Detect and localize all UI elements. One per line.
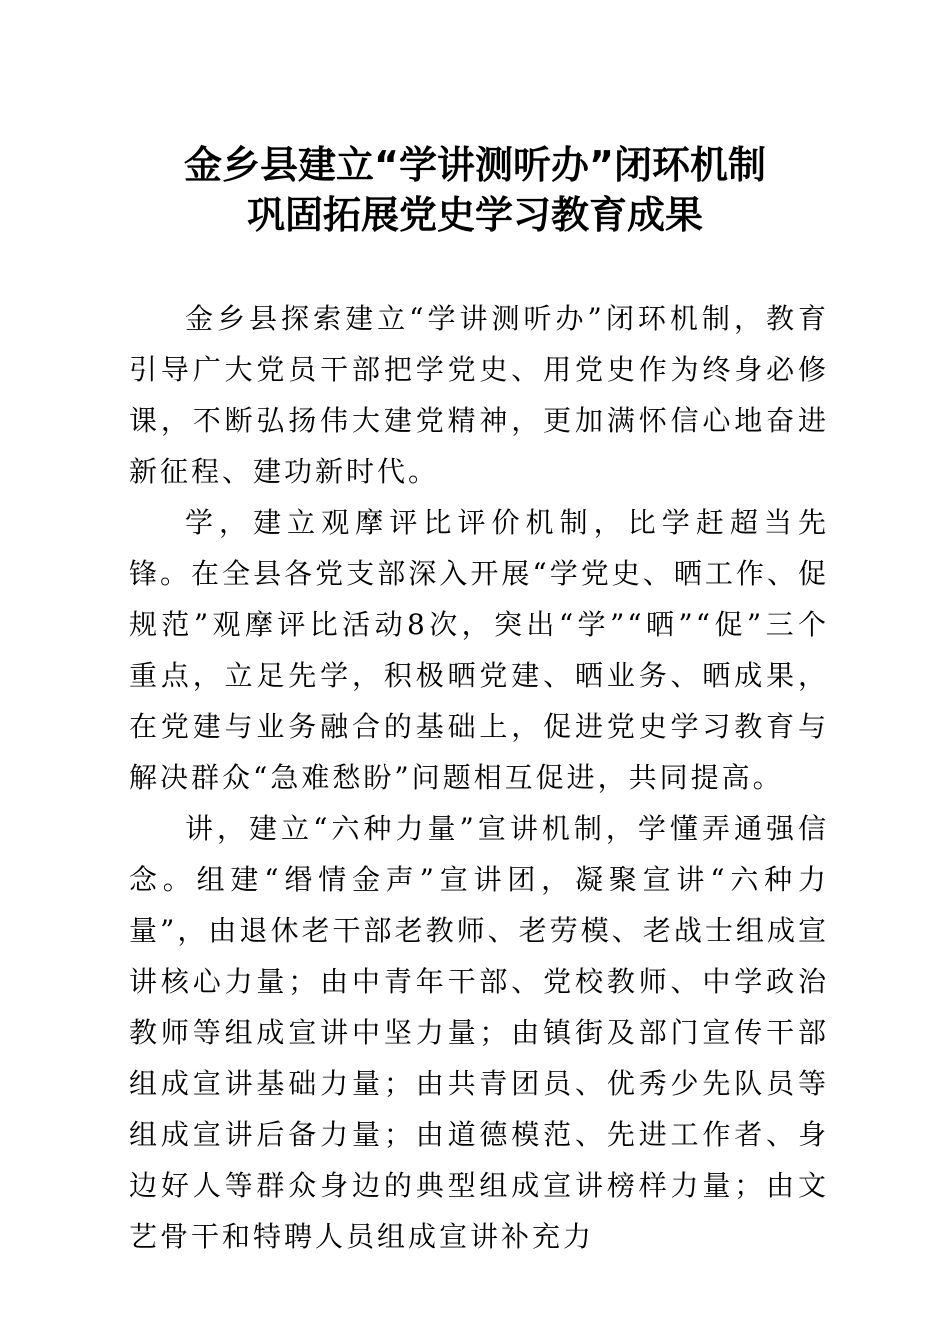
document-title-line-2: 巩固拓展党史学习教育成果 (246, 193, 703, 237)
document-title-line-1: 金乡县建立“学讲测听办”闭环机制 (184, 143, 766, 187)
paragraph-lecture: 讲，建立“六种力量”宣讲机制，学懂弄通强信念。组建“缗情金声”宣讲团，凝聚宣讲“六种力量”，由退休老干部老教师、老劳模、老战士组成宣讲核心力量；由中青年干部、党校教师、中学政治教师等组成宣讲中坚力量；由镇街及部门宣传干部组成宣讲基础力量；由共青团员、优秀少先队员等组成宣讲后备力量；由道德模范、先进工作者、身边好人等群众身边的典型组成宣讲榜样力量；由文艺骨干和特聘人员组成宣讲补充力 (129, 812, 829, 1253)
paragraph-learn: 学，建立观摩评比评价机制，比学赶超当先锋。在全县各党支部深入开展“学党史、晒工作、促规范”观摩评比活动8次，突出“学”“晒”“促”三个重点，立足先学，积极晒党建、晒业务、晒成果，在党建与业务融合的基础上，促进党史学习教育与解决群众“急难愁盼”问题相互促进，共同提高。 (129, 506, 829, 794)
document-body (129, 293, 829, 1262)
paragraph-intro: 金乡县探索建立“学讲测听办”闭环机制，教育引导广大党员干部把学党史、用党史作为终身必修课，不断弘扬伟大建党精神，更加满怀信心地奋进新征程、建功新时代。 (129, 302, 829, 488)
